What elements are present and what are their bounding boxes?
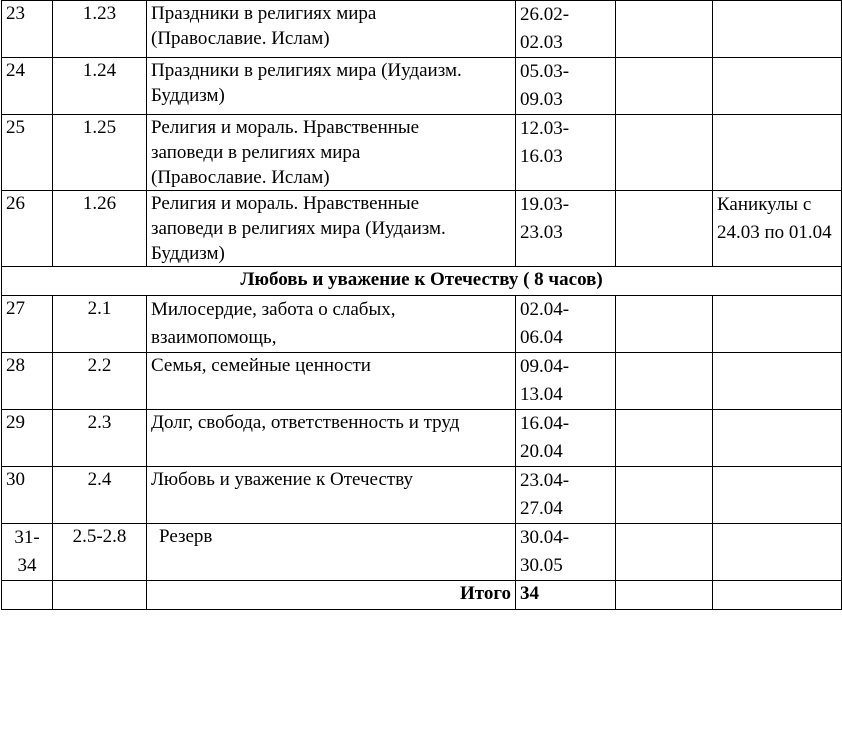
lesson-topic	[147, 191, 516, 267]
lesson-code: 2.4	[53, 467, 147, 524]
table-row	[2, 467, 842, 524]
topic-line: заповеди в религиях мира	[151, 142, 361, 163]
lesson-topic	[147, 115, 516, 191]
date-start: 30.04-	[520, 527, 570, 548]
empty-cell	[713, 296, 842, 353]
empty-cell	[616, 296, 713, 353]
empty-cell	[616, 191, 713, 267]
lesson-topic	[147, 296, 516, 353]
date-end: 30.05	[520, 555, 563, 576]
lesson-plan-table	[1, 0, 842, 610]
lesson-topic	[147, 58, 516, 115]
date-end: 20.04	[520, 441, 563, 462]
lesson-topic	[147, 524, 516, 581]
holiday-note-line: Каникулы с	[717, 194, 812, 215]
table-row	[2, 115, 842, 191]
date-start: 02.04-	[520, 299, 570, 320]
lesson-code: 1.25	[53, 115, 147, 191]
topic-line: (Православие. Ислам)	[151, 167, 330, 188]
date-end: 16.03	[520, 146, 563, 167]
row-number: 29	[2, 410, 53, 467]
holiday-note-line: 24.03 по 01.04	[717, 222, 832, 243]
empty-cell	[616, 115, 713, 191]
lesson-topic	[147, 1, 516, 58]
row-number: 23	[2, 1, 53, 58]
date-end: 13.04	[520, 384, 563, 405]
table-row	[2, 58, 842, 115]
row-number: 30	[2, 467, 53, 524]
lesson-dates	[516, 115, 616, 191]
empty-cell	[616, 467, 713, 524]
total-label: Итого	[147, 581, 516, 610]
topic-line: Семья, семейные ценности	[151, 355, 371, 376]
row-number: 28	[2, 353, 53, 410]
lesson-code: 1.23	[53, 1, 147, 58]
row-number	[2, 524, 53, 581]
empty-cell	[616, 524, 713, 581]
section-row	[2, 267, 842, 296]
topic-line: Религия и мораль. Нравственные	[151, 117, 420, 138]
topic-line: Резерв	[159, 526, 213, 547]
empty-cell	[616, 353, 713, 410]
total-value: 34	[516, 581, 616, 610]
topic-line: Праздники в религиях мира (Иудаизм.	[151, 60, 462, 81]
empty-cell	[616, 58, 713, 115]
table-row	[2, 524, 842, 581]
date-end: 09.03	[520, 89, 563, 110]
empty-cell	[2, 581, 53, 610]
note-cell	[713, 58, 842, 115]
empty-cell	[53, 581, 147, 610]
note-cell	[713, 191, 842, 267]
lesson-topic	[147, 410, 516, 467]
lesson-code: 2.3	[53, 410, 147, 467]
empty-cell	[713, 467, 842, 524]
topic-line: (Православие. Ислам)	[151, 28, 330, 49]
lesson-code: 2.5-2.8	[53, 524, 147, 581]
empty-cell	[616, 1, 713, 58]
date-end: 02.03	[520, 32, 563, 53]
table-row	[2, 1, 842, 58]
topic-line: Праздники в религиях мира	[151, 3, 377, 24]
date-start: 09.04-	[520, 356, 570, 377]
lesson-code: 2.1	[53, 296, 147, 353]
row-number-line: 31-	[14, 527, 40, 548]
lesson-dates	[516, 1, 616, 58]
row-number: 27	[2, 296, 53, 353]
date-start: 05.03-	[520, 61, 570, 82]
topic-line: Милосердие, забота о слабых,	[151, 299, 396, 320]
date-end: 06.04	[520, 327, 563, 348]
topic-line: Долг, свобода, ответственность и труд	[151, 412, 460, 433]
note-cell	[713, 115, 842, 191]
date-end: 23.03	[520, 222, 563, 243]
table-row	[2, 410, 842, 467]
lesson-dates	[516, 191, 616, 267]
date-start: 12.03-	[520, 118, 570, 139]
lesson-code: 1.24	[53, 58, 147, 115]
lesson-dates	[516, 467, 616, 524]
row-number: 26	[2, 191, 53, 267]
topic-line: заповеди в религиях мира (Иудаизм.	[151, 218, 446, 239]
row-number-line: 34	[17, 555, 37, 576]
date-start: 19.03-	[520, 194, 570, 215]
lesson-dates	[516, 58, 616, 115]
lesson-dates	[516, 353, 616, 410]
lesson-topic	[147, 353, 516, 410]
table-row	[2, 296, 842, 353]
total-row	[2, 581, 842, 610]
topic-line: взаимопомощь,	[151, 327, 277, 348]
row-number: 24	[2, 58, 53, 115]
topic-line: Буддизм)	[151, 85, 225, 106]
lesson-dates	[516, 296, 616, 353]
date-start: 23.04-	[520, 470, 570, 491]
topic-line: Религия и мораль. Нравственные	[151, 193, 420, 214]
empty-cell	[713, 581, 842, 610]
table-row	[2, 353, 842, 410]
lesson-code: 2.2	[53, 353, 147, 410]
empty-cell	[713, 524, 842, 581]
table-row	[2, 191, 842, 267]
lesson-dates	[516, 524, 616, 581]
date-end: 27.04	[520, 498, 563, 519]
empty-cell	[616, 581, 713, 610]
date-start: 26.02-	[520, 4, 570, 25]
topic-line: Буддизм)	[151, 243, 225, 264]
empty-cell	[616, 410, 713, 467]
lesson-dates	[516, 410, 616, 467]
topic-line: Любовь и уважение к Отечеству	[151, 469, 414, 490]
row-number: 25	[2, 115, 53, 191]
section-title: Любовь и уважение к Отечеству ( 8 часов)	[2, 267, 842, 296]
note-cell	[713, 1, 842, 58]
lesson-code: 1.26	[53, 191, 147, 267]
empty-cell	[713, 410, 842, 467]
date-start: 16.04-	[520, 413, 570, 434]
lesson-topic	[147, 467, 516, 524]
empty-cell	[713, 353, 842, 410]
